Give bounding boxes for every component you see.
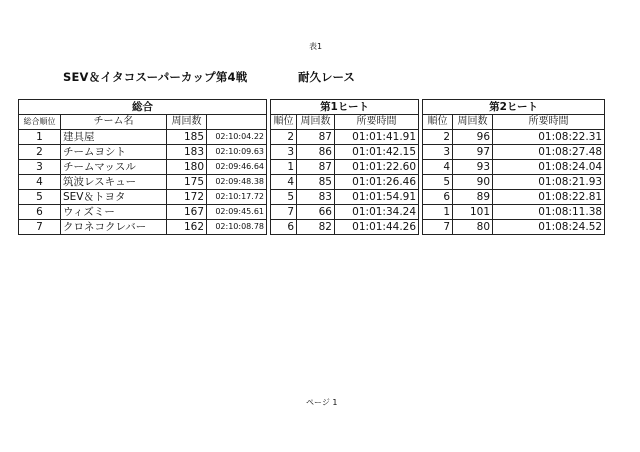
table-row (19, 190, 605, 205)
cell-h1-time: 01:01:41.91 (335, 130, 419, 145)
cell-laps: 175 (167, 175, 207, 190)
table-row (19, 220, 605, 235)
cell-h1-rank: 2 (271, 130, 297, 145)
table-row (19, 160, 605, 175)
cell-h2-time: 01:08:22.31 (493, 130, 605, 145)
cell-h1-rank: 6 (271, 220, 297, 235)
cell-h2-time: 01:08:27.48 (493, 145, 605, 160)
cell-overall-rank: 7 (19, 220, 61, 235)
table-row (19, 130, 605, 145)
cell-h1-laps: 87 (297, 160, 335, 175)
cell-h1-laps: 86 (297, 145, 335, 160)
cell-h2-laps: 90 (453, 175, 493, 190)
cell-laps: 167 (167, 205, 207, 220)
cell-h2-rank: 5 (423, 175, 453, 190)
cell-team-name: クロネコクレバー (61, 220, 167, 235)
header-h1-time: 所要時間 (335, 115, 419, 130)
cell-h2-time: 01:08:22.81 (493, 190, 605, 205)
cell-total-time: 02:09:45.61 (207, 205, 267, 220)
cell-h1-laps: 85 (297, 175, 335, 190)
document-title: SEV＆イタコスーパーカップ第4戦 (63, 70, 248, 84)
cell-h1-laps: 87 (297, 130, 335, 145)
cell-h2-time: 01:08:11.38 (493, 205, 605, 220)
cell-h2-laps: 80 (453, 220, 493, 235)
cell-team-name: チームマッスル (61, 160, 167, 175)
cell-h1-laps: 82 (297, 220, 335, 235)
cell-team-name: ウィズミー (61, 205, 167, 220)
cell-h2-time: 01:08:24.04 (493, 160, 605, 175)
cell-h1-rank: 4 (271, 175, 297, 190)
cell-laps: 183 (167, 145, 207, 160)
cell-h1-rank: 7 (271, 205, 297, 220)
cell-h2-rank: 6 (423, 190, 453, 205)
header-h2-laps: 周回数 (453, 115, 493, 130)
cell-team-name: SEV＆トヨタ (61, 190, 167, 205)
cell-h2-laps: 97 (453, 145, 493, 160)
cell-h1-rank: 5 (271, 190, 297, 205)
cell-overall-rank: 2 (19, 145, 61, 160)
cell-total-time: 02:09:46.64 (207, 160, 267, 175)
cell-h1-time: 01:01:54.91 (335, 190, 419, 205)
cell-total-time: 02:10:17.72 (207, 190, 267, 205)
cell-total-time: 02:10:08.78 (207, 220, 267, 235)
cell-h1-time: 01:01:26.46 (335, 175, 419, 190)
cell-h2-rank: 1 (423, 205, 453, 220)
cell-h1-time: 01:01:44.26 (335, 220, 419, 235)
header-h1-laps: 周回数 (297, 115, 335, 130)
header-laps: 周回数 (167, 115, 207, 130)
cell-h2-laps: 93 (453, 160, 493, 175)
cell-h1-laps: 83 (297, 190, 335, 205)
cell-overall-rank: 6 (19, 205, 61, 220)
group-header-heat1: 第1ヒート (271, 100, 419, 115)
cell-h2-laps: 89 (453, 190, 493, 205)
group-header-heat2: 第2ヒート (423, 100, 605, 115)
header-h2-time: 所要時間 (493, 115, 605, 130)
cell-h2-rank: 7 (423, 220, 453, 235)
header-total-time (207, 115, 267, 130)
table-row (19, 175, 605, 190)
cell-team-name: 筑波レスキュー (61, 175, 167, 190)
header-h2-rank: 順位 (423, 115, 453, 130)
header-h1-rank: 順位 (271, 115, 297, 130)
cell-laps: 162 (167, 220, 207, 235)
table-row (19, 145, 605, 160)
cell-h2-time: 01:08:21.93 (493, 175, 605, 190)
cell-h2-laps: 101 (453, 205, 493, 220)
cell-total-time: 02:09:48.38 (207, 175, 267, 190)
table-row (19, 205, 605, 220)
page-footer: ページ 1 (306, 398, 338, 407)
cell-h1-rank: 3 (271, 145, 297, 160)
header-overall-rank: 総合順位 (19, 115, 61, 130)
cell-overall-rank: 3 (19, 160, 61, 175)
cell-overall-rank: 5 (19, 190, 61, 205)
cell-total-time: 02:10:04.22 (207, 130, 267, 145)
cell-h1-rank: 1 (271, 160, 297, 175)
cell-laps: 180 (167, 160, 207, 175)
cell-h2-rank: 2 (423, 130, 453, 145)
document-subtitle: 耐久レース (298, 70, 355, 84)
cell-total-time: 02:10:09.63 (207, 145, 267, 160)
group-header-overall: 総合 (19, 100, 267, 115)
cell-laps: 172 (167, 190, 207, 205)
cell-h2-time: 01:08:24.52 (493, 220, 605, 235)
table-number-label: 表1 (309, 42, 323, 51)
results-body (19, 130, 605, 235)
cell-laps: 185 (167, 130, 207, 145)
cell-overall-rank: 1 (19, 130, 61, 145)
cell-h2-rank: 4 (423, 160, 453, 175)
column-header-row (19, 115, 605, 130)
cell-h1-laps: 66 (297, 205, 335, 220)
cell-team-name: チームヨシト (61, 145, 167, 160)
cell-h1-time: 01:01:42.15 (335, 145, 419, 160)
cell-h2-laps: 96 (453, 130, 493, 145)
cell-team-name: 建具屋 (61, 130, 167, 145)
results-table (18, 99, 605, 235)
header-team-name: チーム名 (61, 115, 167, 130)
cell-h2-rank: 3 (423, 145, 453, 160)
cell-h1-time: 01:01:22.60 (335, 160, 419, 175)
group-header-row (19, 100, 605, 115)
cell-overall-rank: 4 (19, 175, 61, 190)
cell-h1-time: 01:01:34.24 (335, 205, 419, 220)
